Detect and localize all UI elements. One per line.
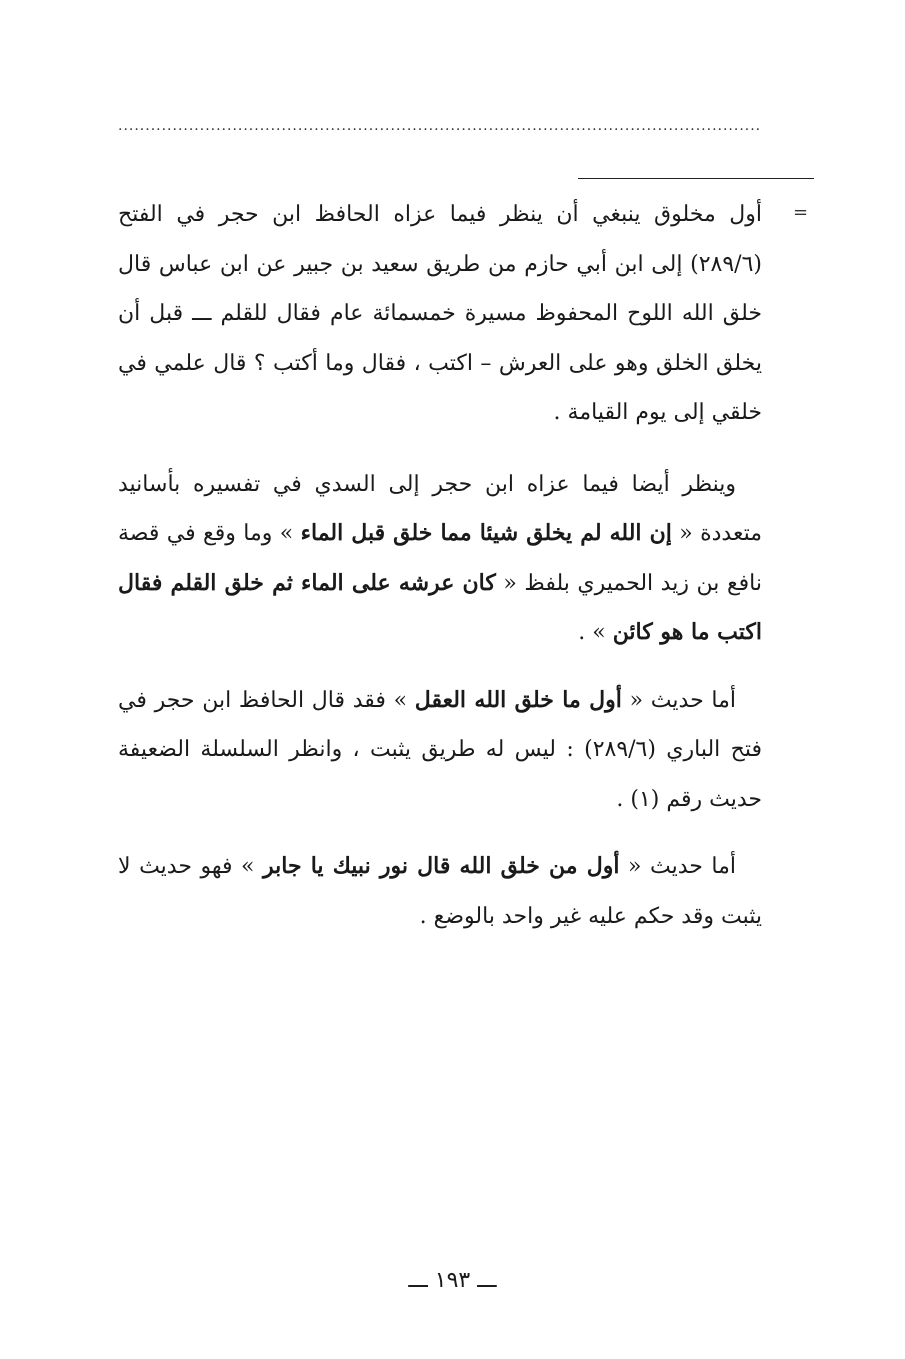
paragraph-text: » فقد قال الحافظ ابن حجر في فتح الباري (٢٨٩/٦) : ليس له طريق يثبت ، وانظر السلسلة الضعيفة حديث رقم (١) .: [118, 687, 762, 812]
paragraph-suddi: [118, 460, 762, 658]
header-dotted-line: ......................................................................................................................: [118, 118, 762, 134]
quoted-hadith: كان عرشه على الماء ثم خلق القلم فقال اكتب ما هو كائن: [118, 569, 762, 645]
paragraph-text: » فهو حديث لا يثبت وقد حكم عليه غير واحد بالوضع .: [118, 854, 762, 929]
paragraph-text: » وما وقع في قصة نافع بن زيد الحميري بلفظ «: [118, 521, 763, 596]
footnote-text: [118, 190, 762, 941]
paragraph-text: » .: [578, 620, 613, 645]
continuation-mark: =: [793, 202, 809, 223]
quoted-hadith: أول من خلق الله قال نور نبيك يا جابر: [262, 853, 620, 879]
paragraph-aql-hadith: [118, 676, 762, 825]
paragraph-text: أما حديث «: [621, 687, 736, 713]
paragraph-first-creation: أول مخلوق ينبغي أن ينظر فيما عزاه الحافظ ابن حجر في الفتح (٢٨٩/٦) إلى ابن أبي حازم من طريق سعيد بن جبير عن ابن عباس قال خلق الله اللوح المحفوظ مسيرة خمسمائة عام فقال للقلم ـــ قبل أن يخلق الخلق وهو على العرش – اكتب ، فقال وما أكتب ؟ قال علمي في خلقي إلى يوم القيامة .: [118, 202, 762, 425]
page-number: ـــ ١٩٣ ـــ: [408, 1268, 497, 1293]
paragraph-text: أما حديث «: [619, 854, 736, 879]
paragraph-text: وينظر أيضا فيما عزاه ابن حجر إلى السدي في تفسيره بأسانيد متعددة «: [118, 471, 762, 546]
quoted-hadith: أول ما خلق الله العقل: [414, 686, 622, 713]
paragraph-nur-hadith: [118, 842, 762, 941]
footnote-separator: [578, 178, 814, 179]
quoted-hadith: إن الله لم يخلق شيئا مما خلق قبل الماء: [300, 520, 672, 546]
